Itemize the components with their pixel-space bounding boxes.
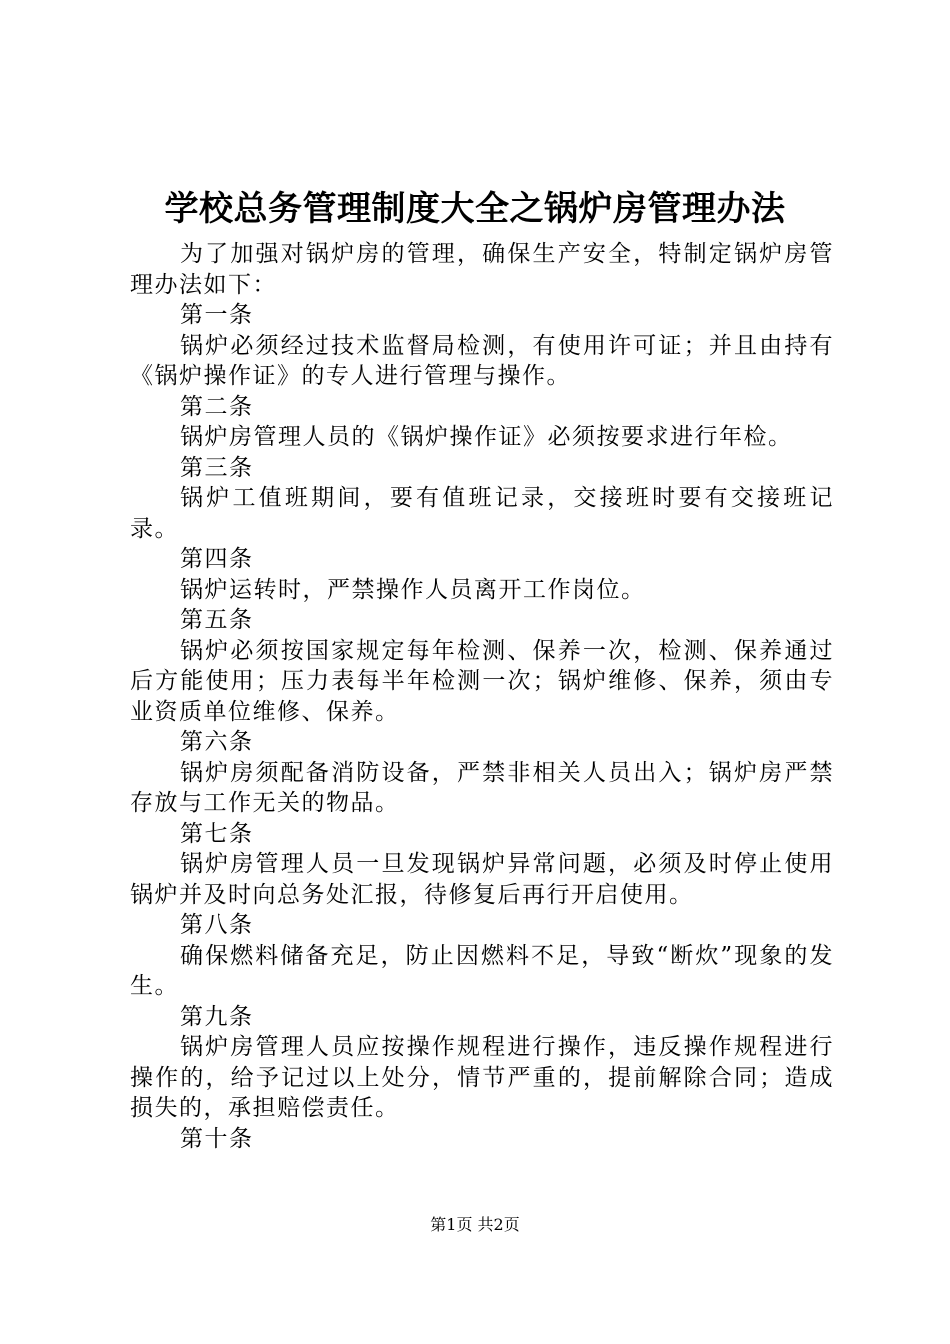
article-heading-5: 第五条 [180, 607, 254, 633]
article-text-2: 锅炉房管理人员的《锅炉操作证》必须按要求进行年检。 [180, 424, 793, 450]
article-heading-10: 第十条 [180, 1125, 254, 1152]
article-heading-3: 第三条 [180, 454, 254, 481]
article-text-1: 锅炉必须经过技术监督局检测，有使用许可证；并且由持有《锅炉操作证》的专人进行管理与操作。 [130, 332, 834, 389]
article-text-3: 锅炉工值班期间，要有值班记录，交接班时要有交接班记录。 [130, 485, 834, 542]
article-text-5: 锅炉必须按国家规定每年检测、保养一次，检测、保养通过后方能使用；压力表每半年检测一次；锅炉维修、保养，须由专业资质单位维修、保养。 [130, 637, 834, 725]
document-body [130, 239, 834, 1154]
article-text-7: 锅炉房管理人员一旦发现锅炉异常问题，必须及时停止使用锅炉并及时向总务处汇报，待修复后再行开启使用。 [130, 851, 834, 908]
article-heading-2: 第二条 [180, 393, 254, 420]
article-heading-4: 第四条 [180, 546, 254, 572]
article-heading-6: 第六条 [180, 729, 254, 755]
article-heading-1: 第一条 [180, 302, 254, 328]
article-text-6: 锅炉房须配备消防设备，严禁非相关人员出入；锅炉房严禁存放与工作无关的物品。 [130, 759, 834, 816]
article-heading-9: 第九条 [180, 1003, 254, 1030]
article-heading-8: 第八条 [180, 912, 254, 938]
article-text-4: 锅炉运转时，严禁操作人员离开工作岗位。 [180, 576, 646, 603]
page-number-footer: 第1页 共2页 [430, 1215, 520, 1234]
article-heading-7: 第七条 [180, 820, 254, 847]
article-text-8: 确保燃料储备充足，防止因燃料不足，导致“断炊”现象的发生。 [130, 942, 834, 999]
document-title: 学校总务管理制度大全之锅炉房管理办法 [164, 189, 786, 229]
intro-paragraph: 为了加强对锅炉房的管理，确保生产安全，特制定锅炉房管理办法如下： [130, 241, 834, 298]
article-text-9: 锅炉房管理人员应按操作规程进行操作，违反操作规程进行操作的，给予记过以上处分，情节严重的，提前解除合同；造成损失的，承担赔偿责任。 [130, 1034, 834, 1121]
